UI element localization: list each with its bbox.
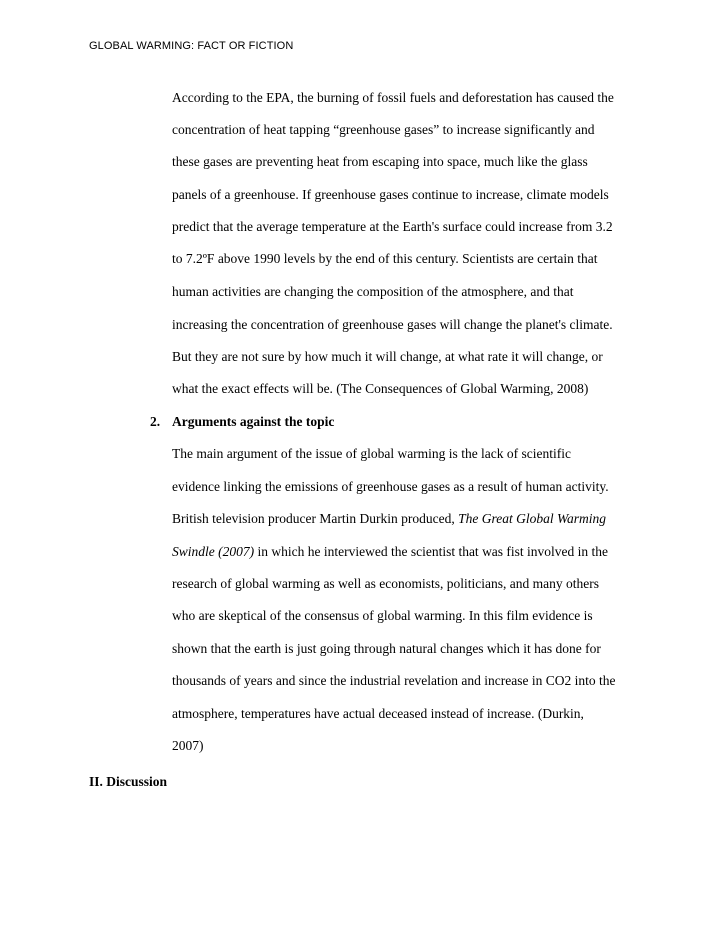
paragraph-line: concentration of heat tapping “greenhouse gases” to increase significantly and (172, 122, 595, 137)
paragraph-line: these gases are preventing heat from escaping into space, much like the glass (172, 154, 588, 169)
paragraph-line: According to the EPA, the burning of fossil fuels and deforestation has caused the (172, 90, 614, 105)
paragraph-line: 2007) (172, 738, 204, 753)
paragraph-line: evidence linking the emissions of greenhouse gases as a result of human activity. (172, 479, 609, 494)
running-head: GLOBAL WARMING: FACT OR FICTION (89, 40, 294, 52)
list-item-heading: Arguments against the topic (172, 414, 335, 429)
paragraph-line: shown that the earth is just going through natural changes which it has done for (172, 641, 601, 656)
paragraph-line: to 7.2ºF above 1990 levels by the end of this century. Scientists are certain that (172, 251, 598, 266)
paragraph-line: panels of a greenhouse. If greenhouse gases continue to increase, climate models (172, 187, 609, 202)
paragraph-line: But they are not sure by how much it will change, at what rate it will change, or (172, 349, 603, 364)
film-title-italic: Swindle (2007) (172, 544, 255, 559)
text-run: in which he interviewed the scientist that was fist involved in the (254, 544, 609, 559)
text-run: British television producer Martin Durkin produced, (172, 511, 459, 526)
paragraph-line: The main argument of the issue of global warming is the lack of scientific (172, 446, 572, 461)
list-item-number: 2. (150, 414, 161, 429)
paragraph-line (172, 510, 606, 528)
paragraph-line: thousands of years and since the industrial revelation and increase in CO2 into the (172, 673, 616, 688)
paragraph-line: increasing the concentration of greenhouse gases will change the planet's climate. (172, 317, 613, 332)
paragraph-line: what the exact effects will be. (The Consequences of Global Warming, 2008) (172, 381, 589, 396)
paragraph-line: who are skeptical of the consensus of global warming. In this film evidence is (172, 608, 593, 623)
section-heading: II. Discussion (89, 774, 168, 789)
paragraph-line: research of global warming as well as economists, politicians, and many others (172, 576, 600, 591)
film-title-italic: The Great Global Warming (458, 511, 606, 526)
paragraph-line: human activities are changing the composition of the atmosphere, and that (172, 284, 574, 299)
paragraph-line: atmosphere, temperatures have actual deceased instead of increase. (Durkin, (172, 706, 584, 721)
paragraph-line (172, 543, 608, 561)
paragraph-line: predict that the average temperature at the Earth's surface could increase from 3.2 (172, 219, 613, 234)
